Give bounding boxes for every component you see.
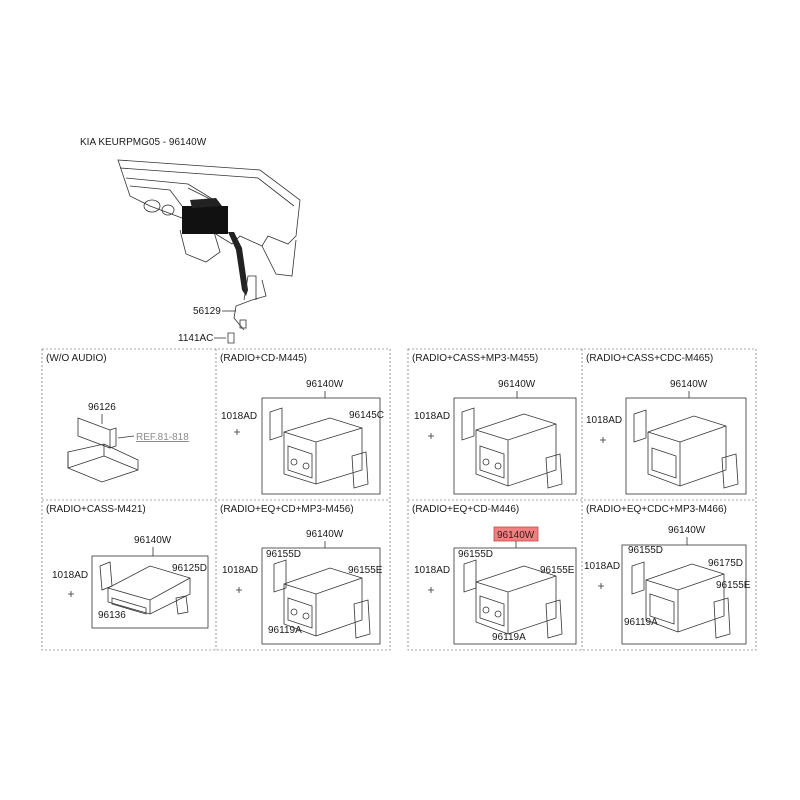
part-label-96126[interactable]: 96126 xyxy=(88,402,116,413)
part-label-1141AC[interactable]: 1141AC xyxy=(178,333,214,344)
svg-text:(RADIO+CASS+MP3-M455): (RADIO+CASS+MP3-M455) xyxy=(412,353,539,364)
part-label-96136[interactable]: 96136 xyxy=(98,610,126,621)
panel-radio-eq-cd-mp3-m456 xyxy=(220,504,383,644)
part-label-56129[interactable]: 56129 xyxy=(193,306,221,317)
part-label-96119A[interactable]: 96119A xyxy=(268,625,302,636)
part-label-96125D[interactable]: 96125D xyxy=(172,563,208,574)
part-label-1018AD[interactable]: 1018AD xyxy=(584,561,621,572)
svg-text:(RADIO+EQ+CDC+MP3-M466): (RADIO+EQ+CDC+MP3-M466) xyxy=(586,504,727,515)
part-label-96155D[interactable]: 96155D xyxy=(458,549,494,560)
svg-text:(RADIO+EQ+CD+MP3-M456): (RADIO+EQ+CD+MP3-M456) xyxy=(220,504,354,515)
part-label-96140W[interactable]: 96140W xyxy=(306,379,344,390)
part-label-96155D[interactable]: 96155D xyxy=(628,545,664,556)
left-panel-grid xyxy=(42,349,390,650)
right-panel-grid xyxy=(408,349,756,650)
diagram-title: KIA KEURPMG05 - 96140W xyxy=(80,137,207,148)
part-label-1018AD[interactable]: 1018AD xyxy=(222,565,259,576)
panel-radio-eq-cdc-mp3-m466 xyxy=(584,504,751,644)
part-label-96119A[interactable]: 96119A xyxy=(624,617,658,628)
part-label-96140W[interactable]: 96140W xyxy=(668,525,706,536)
part-label-96155E[interactable]: 96155E xyxy=(540,565,575,576)
part-label-96140W-highlighted[interactable]: 96140W xyxy=(497,530,535,541)
part-label-96155E[interactable]: 96155E xyxy=(348,565,383,576)
part-label-1018AD[interactable]: 1018AD xyxy=(586,415,623,426)
part-label-1018AD[interactable]: 1018AD xyxy=(414,411,451,422)
panel-radio-cd-m445 xyxy=(220,353,384,494)
panel-title: (W/O AUDIO) xyxy=(46,353,107,364)
part-label-96140W[interactable]: 96140W xyxy=(670,379,708,390)
panel-radio-cass-mp3-m455 xyxy=(412,353,576,494)
part-label-1018AD[interactable]: 1018AD xyxy=(52,570,89,581)
part-label-96175D[interactable]: 96175D xyxy=(708,558,744,569)
part-label-96155D[interactable]: 96155D xyxy=(266,549,302,560)
svg-text:(RADIO+CASS-M421): (RADIO+CASS-M421) xyxy=(46,504,146,515)
panel-wo-audio xyxy=(46,353,189,482)
head-unit-highlight xyxy=(182,206,228,234)
svg-text:(RADIO+CD-M445): (RADIO+CD-M445) xyxy=(220,353,307,364)
svg-text:(RADIO+CASS+CDC-M465): (RADIO+CASS+CDC-M465) xyxy=(586,353,714,364)
part-label-1018AD[interactable]: 1018AD xyxy=(414,565,451,576)
part-label-96145C[interactable]: 96145C xyxy=(349,410,385,421)
part-label-96119A[interactable]: 96119A xyxy=(492,632,526,643)
part-label-96140W[interactable]: 96140W xyxy=(134,535,172,546)
part-label-96140W[interactable]: 96140W xyxy=(498,379,536,390)
part-label-96140W[interactable]: 96140W xyxy=(306,529,344,540)
svg-text:(RADIO+EQ+CD-M446): (RADIO+EQ+CD-M446) xyxy=(412,504,520,515)
dashboard-illustration xyxy=(118,160,300,330)
ref-link[interactable]: REF.81-818 xyxy=(136,432,189,443)
panel-radio-cass-cdc-m465 xyxy=(586,353,746,494)
panel-radio-eq-cd-m446 xyxy=(412,504,576,644)
part-label-96155E[interactable]: 96155E xyxy=(716,580,751,591)
part-label-1018AD[interactable]: 1018AD xyxy=(221,411,258,422)
panel-radio-cass-m421 xyxy=(46,504,208,628)
